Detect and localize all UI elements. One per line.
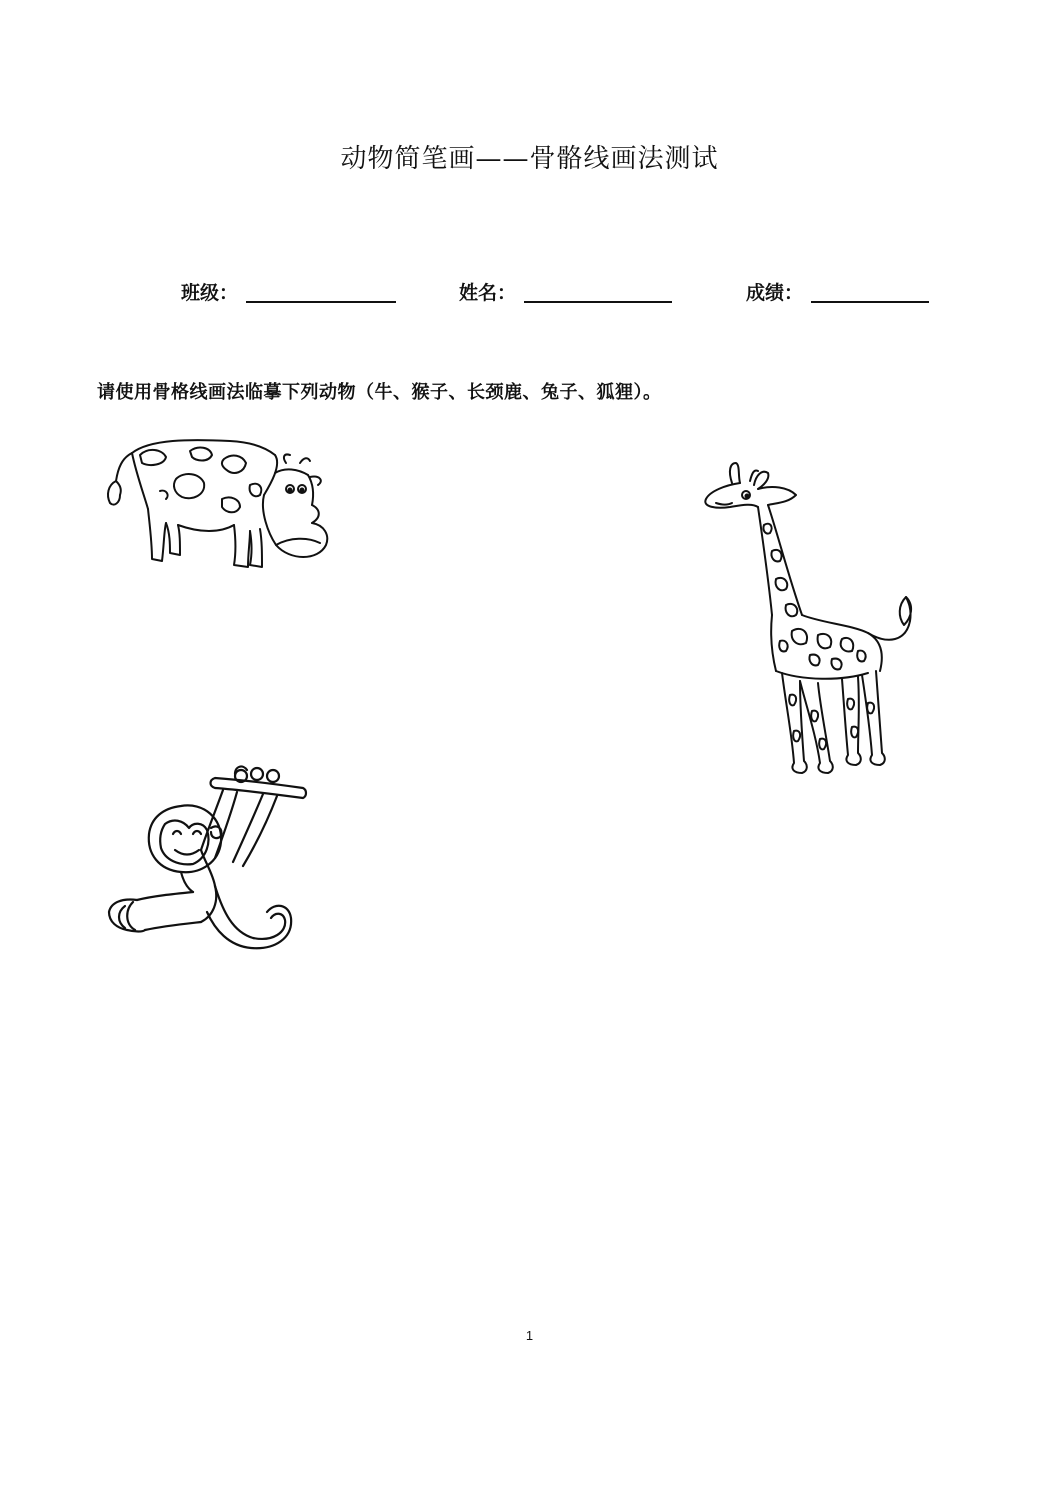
cow-drawing [100, 433, 330, 575]
class-blank-line[interactable] [246, 301, 396, 303]
class-label: 班级： [181, 282, 239, 304]
score-blank-line[interactable] [811, 301, 929, 303]
giraffe-drawing [692, 455, 920, 783]
score-field [746, 278, 803, 305]
name-field [459, 278, 516, 305]
score-label: 成绩： [746, 282, 804, 304]
page-number: 1 [525, 1328, 534, 1343]
monkey-drawing [103, 762, 309, 952]
page-title: 动物简笔画——骨骼线画法测试 [340, 144, 719, 174]
class-field [181, 278, 238, 305]
name-label: 姓名： [459, 282, 517, 304]
instruction-text: 请使用骨格线画法临摹下列动物（牛、猴子、长颈鹿、兔子、狐狸）。 [97, 382, 662, 403]
name-blank-line[interactable] [524, 301, 672, 303]
